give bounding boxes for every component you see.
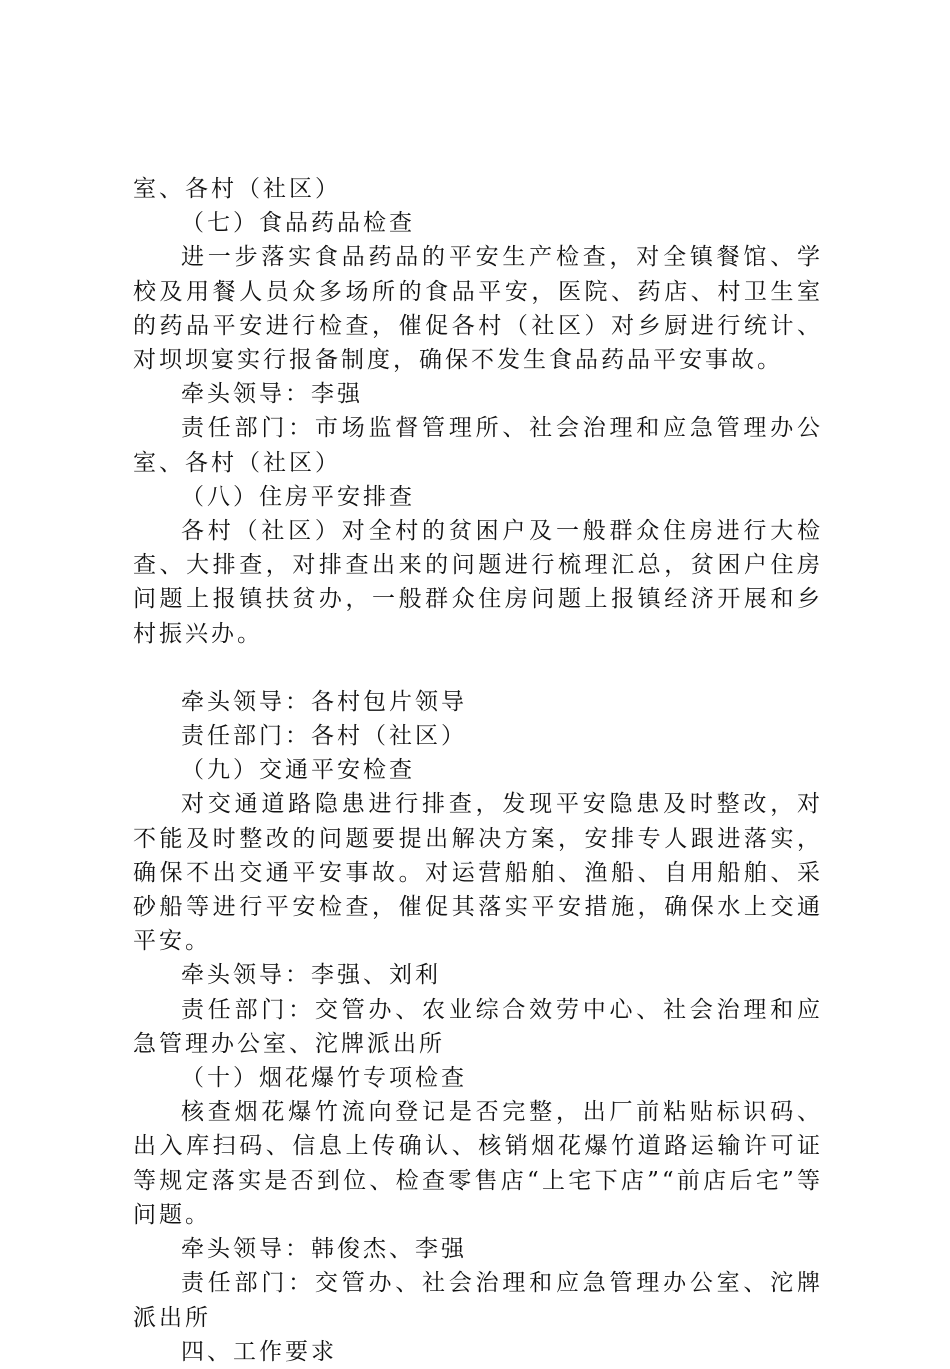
paragraph-lead-leader: 牵头领导：各村包片领导: [181, 688, 467, 715]
paragraph-continuation: 室、各村（社区）: [133, 176, 341, 202]
paragraph-responsible-dept: 责任部门：各村（社区）: [181, 723, 467, 750]
paragraph-lead-leader: 牵头领导：李强、刘利: [181, 962, 441, 989]
paragraph-responsible-dept: 责任部门：市场监督管理所、社会治理和应急管理办公室、各村（社区）: [133, 415, 823, 476]
paragraph-food-drug-body: 进一步落实食品药品的平安生产检查，对全镇餐馆、学校及用餐人员众多场所的食品平安，医院、药店、村卫生室的药品平安进行检查，催促各村（社区）对乡厨进行统计、对坝坝宴实行报备制度，确保不发生食品药品平安事故。: [133, 244, 823, 374]
paragraph-lead-leader: 牵头领导：韩俊杰、李强: [181, 1236, 467, 1263]
section-heading-fireworks: （十）烟花爆竹专项检查: [181, 1065, 467, 1092]
document-body: [133, 172, 823, 1369]
section-heading-traffic: （九）交通平安检查: [181, 757, 415, 784]
paragraph-responsible-dept: 责任部门：交管办、农业综合效劳中心、社会治理和应急管理办公室、沱牌派出所: [133, 996, 823, 1057]
paragraph-fireworks-body: 核查烟花爆竹流向登记是否完整，出厂前粘贴标识码、出入库扫码、信息上传确认、核销烟花爆竹道路运输许可证等规定落实是否到位、检查零售店“上宅下店”“前店后宅”等问题。: [133, 1099, 823, 1228]
paragraph-housing-body: 各村（社区）对全村的贫困户及一般群众住房进行大检查、大排查，对排查出来的问题进行梳理汇总，贫困户住房问题上报镇扶贫办，一般群众住房问题上报镇经济开展和乡村振兴办。: [133, 518, 823, 647]
section-heading-housing: （八）住房平安排查: [181, 483, 415, 510]
paragraph-lead-leader: 牵头领导：李强: [181, 381, 363, 408]
section-heading-work-requirements: 四、工作要求: [181, 1338, 337, 1365]
blank-line: [133, 651, 823, 685]
paragraph-responsible-dept: 责任部门：交管办、社会治理和应急管理办公室、沱牌派出所: [133, 1270, 823, 1331]
paragraph-traffic-body: 对交通道路隐患进行排查，发现平安隐患及时整改，对不能及时整改的问题要提出解决方案，安排专人跟进落实，确保不出交通平安事故。对运营船舶、渔船、自用船舶、采砂船等进行平安检查，催促其落实平安措施，确保水上交通平安。: [133, 791, 823, 955]
section-heading-food-drug: （七）食品药品检查: [181, 210, 415, 237]
